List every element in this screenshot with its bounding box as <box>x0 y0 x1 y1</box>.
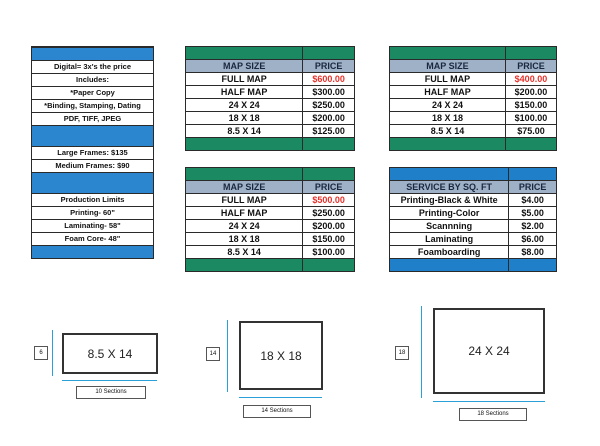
table-row: Printing-Color $5.00 <box>390 207 557 220</box>
col-header: PRICE <box>505 60 556 73</box>
info-line: *Paper Copy <box>32 86 153 99</box>
vertical-arrow <box>227 320 228 392</box>
vertical-arrow <box>52 330 53 376</box>
table-row: 8.5 X 14 $125.00 <box>186 125 355 138</box>
info-line: Includes: <box>32 73 153 86</box>
table-row: 24 X 24 $150.00 <box>390 99 557 112</box>
table-row: 18 X 18 $100.00 <box>390 112 557 125</box>
col-header: PRICE <box>303 60 355 73</box>
limit-printing: Printing- 60" <box>32 206 153 219</box>
info-line: PDF, TIFF, JPEG <box>32 112 153 125</box>
col-header: MAP SIZE <box>186 60 303 73</box>
table-row: FULL MAP $400.00 <box>390 73 557 86</box>
size-diagram: 8.5 X 14 <box>62 333 158 374</box>
table-row: HALF MAP $250.00 <box>186 207 355 220</box>
col-header: MAP SIZE <box>390 60 506 73</box>
table-row: Foamboarding $8.00 <box>390 246 557 259</box>
frames-large: Large Frames: $135 <box>32 146 153 159</box>
side-tag: 6 <box>34 346 48 360</box>
size-diagram: 18 X 18 <box>239 321 323 390</box>
table-row: 18 X 18 $150.00 <box>186 233 355 246</box>
limit-laminating: Laminating- 58" <box>32 219 153 232</box>
info-line: *Binding, Stamping, Dating <box>32 99 153 112</box>
col-header: SERVICE BY SQ. FT <box>390 181 509 194</box>
sections-tag: 14 Sections <box>243 405 311 418</box>
service-table <box>389 167 557 272</box>
table-row: Scannning $2.00 <box>390 220 557 233</box>
table-row: HALF MAP $300.00 <box>186 86 355 99</box>
price-table-a <box>185 46 355 151</box>
side-tag: 18 <box>395 346 409 360</box>
table-row: FULL MAP $500.00 <box>186 194 355 207</box>
horizontal-arrow <box>239 397 322 398</box>
table-row: HALF MAP $200.00 <box>390 86 557 99</box>
info-top-bar <box>32 47 153 60</box>
col-header: PRICE <box>303 181 355 194</box>
sections-tag: 10 Sections <box>76 386 146 399</box>
table-row: FULL MAP $600.00 <box>186 73 355 86</box>
sections-tag: 18 Sections <box>459 408 527 421</box>
table-row: Laminating $6.00 <box>390 233 557 246</box>
limits-title: Production Limits <box>32 193 153 206</box>
table-row: 8.5 X 14 $100.00 <box>186 246 355 259</box>
size-diagram: 24 X 24 <box>433 308 545 394</box>
table-row: 18 X 18 $200.00 <box>186 112 355 125</box>
side-tag: 14 <box>206 347 220 361</box>
table-row: Printing-Black & White $4.00 <box>390 194 557 207</box>
vertical-arrow <box>421 306 422 398</box>
price-table-c <box>185 167 355 272</box>
info-divider <box>32 125 153 146</box>
frames-medium: Medium Frames: $90 <box>32 159 153 172</box>
table-row: 24 X 24 $250.00 <box>186 99 355 112</box>
info-bottom-bar <box>32 245 153 258</box>
table-row: 8.5 X 14 $75.00 <box>390 125 557 138</box>
info-line: Digital= 3x's the price <box>32 60 153 73</box>
table-row: 24 X 24 $200.00 <box>186 220 355 233</box>
info-divider <box>32 172 153 193</box>
col-header: PRICE <box>509 181 557 194</box>
horizontal-arrow <box>62 380 157 381</box>
horizontal-arrow <box>433 401 545 402</box>
limit-foam-core: Foam Core- 48" <box>32 232 153 245</box>
price-table-b <box>389 46 557 151</box>
col-header: MAP SIZE <box>186 181 303 194</box>
info-panel <box>31 46 154 259</box>
